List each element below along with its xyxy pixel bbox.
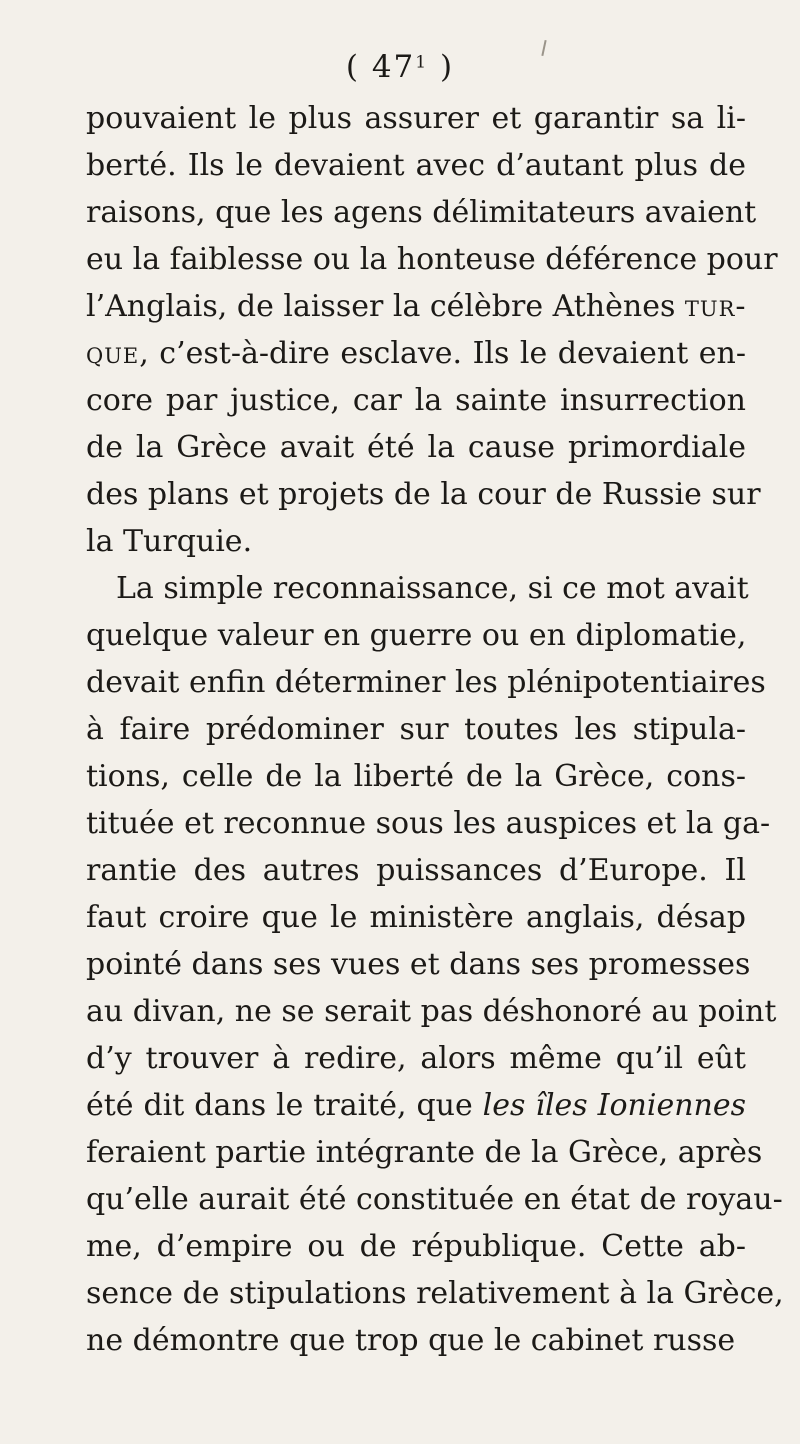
small-caps-word: tur- — [684, 289, 747, 324]
text-line: raisons, que les agens délimitateurs avaient — [86, 195, 757, 230]
body-text — [86, 95, 784, 1364]
text-line: à faire prédominer sur toutes les stipula- — [86, 712, 746, 747]
text-line: l’Anglais, de laisser la célèbre Athènes tur- — [86, 289, 747, 324]
text-line: ne démontre que trop que le cabinet russe — [86, 1323, 736, 1358]
text-line: des plans et projets de la cour de Russie sur — [86, 477, 761, 512]
italic-phrase: les îles Ioniennes — [482, 1088, 746, 1123]
text-line: que, c’est-à-dire esclave. Ils le devaient en- — [86, 336, 746, 371]
text-line: de la Grèce avait été la cause primordiale — [86, 430, 746, 465]
text-line: devait enfin déterminer les plénipotentiaires — [86, 665, 766, 700]
text-line: qu’elle aurait été constituée en état de royau- — [86, 1182, 783, 1217]
text-line: rantie des autres puissances d’Europe. Il — [86, 853, 746, 888]
text-line: tions, celle de la liberté de la Grèce, cons- — [86, 759, 746, 794]
text-line: core par justice, car la sainte insurrection — [86, 383, 746, 418]
text-line: La simple reconnaissance, si ce mot avait — [116, 571, 749, 606]
text-line: été dit dans le traité, que les îles Ioniennes — [86, 1088, 746, 1123]
text-line: eu la faiblesse ou la honteuse déférence pour — [86, 242, 778, 277]
text-line: au divan, ne se serait pas déshonoré au point — [86, 994, 777, 1029]
text-line: berté. Ils le devaient avec d’autant plus de — [86, 148, 746, 183]
text-line: me, d’empire ou de république. Cette ab- — [86, 1229, 746, 1264]
text-line: quelque valeur en guerre ou en diplomatie, — [86, 618, 747, 653]
text-line: tituée et reconnue sous les auspices et la ga- — [86, 806, 771, 841]
small-caps-word: que — [86, 336, 140, 371]
text-line: pointé dans ses vues et dans ses promesses — [86, 947, 751, 982]
text-line: faut croire que le ministère anglais, désap — [86, 900, 746, 935]
text-line: pouvaient le plus assurer et garantir sa li- — [86, 101, 746, 136]
text-line: d’y trouver à redire, alors même qu’il eût — [86, 1041, 746, 1076]
text-line: la Turquie. — [86, 524, 253, 559]
text-line: sence de stipulations relativement à la Grèce, — [86, 1276, 784, 1311]
page-number: ( $47^1$ ) — [345, 49, 455, 85]
text-line: feraient partie intégrante de la Grèce, après — [86, 1135, 763, 1170]
